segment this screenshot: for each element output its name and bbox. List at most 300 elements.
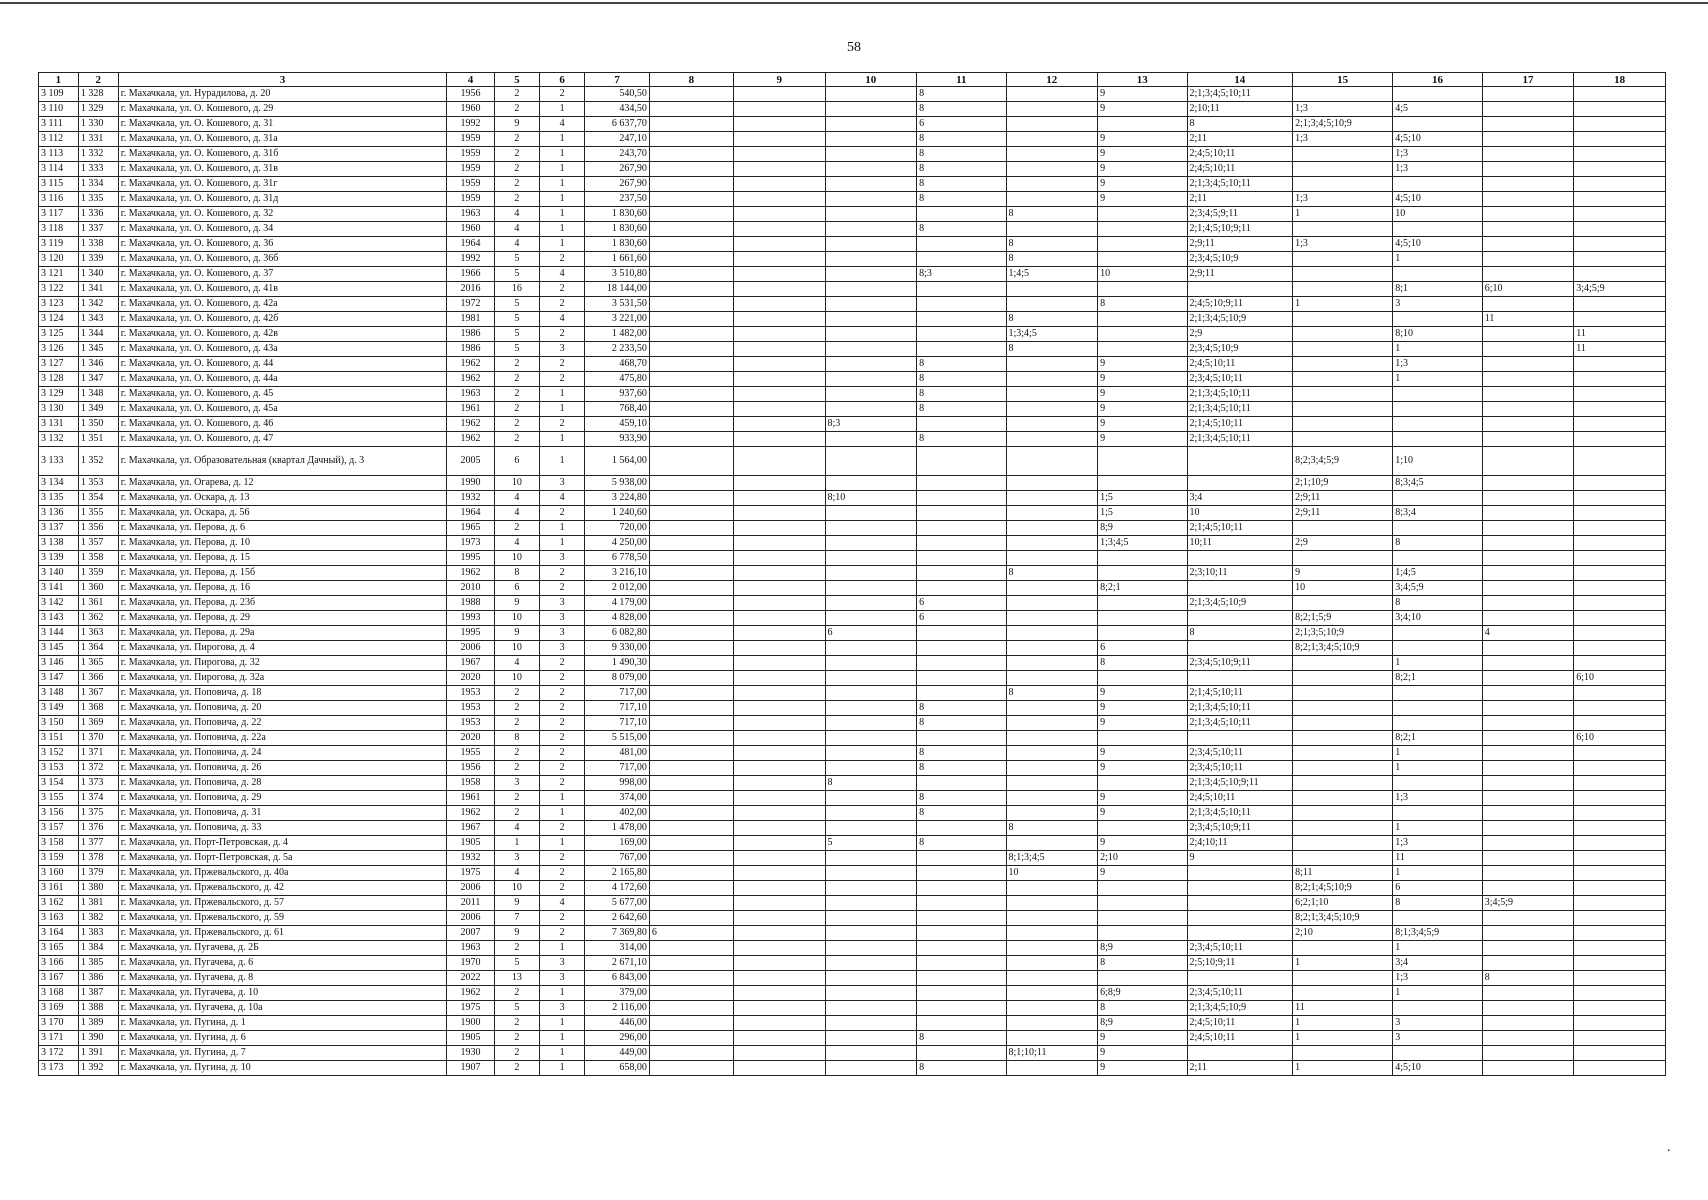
table-row: [39, 387, 1666, 402]
floors-cell: 4: [494, 536, 539, 551]
object-number: 1 352: [78, 447, 118, 476]
work-code-cell-col-14: 2;10;11: [1187, 102, 1293, 117]
work-code-cell-col-11: [917, 536, 1006, 551]
record-number: 3 142: [39, 596, 79, 611]
area-cell: 247,10: [585, 132, 650, 147]
work-code-cell-col-10: [825, 252, 917, 267]
work-code-cell-col-13: 1;5: [1098, 491, 1187, 506]
work-code-cell-col-17: [1482, 177, 1574, 192]
object-number: 1 372: [78, 761, 118, 776]
work-code-cell-col-16: 8;1;3;4;5;9: [1393, 926, 1482, 941]
year-built-cell: 1900: [447, 1016, 494, 1031]
table-row: [39, 402, 1666, 417]
column-header-13: 13: [1098, 73, 1187, 87]
work-code-cell-col-14: 2;3;4;5;10;11: [1187, 746, 1293, 761]
year-built-cell: 1986: [447, 327, 494, 342]
work-code-cell-col-15: 6;2;1;10: [1293, 896, 1393, 911]
floors-cell: 4: [494, 491, 539, 506]
work-code-cell-col-18: [1574, 357, 1666, 372]
work-code-cell-col-17: [1482, 132, 1574, 147]
work-code-cell-col-9: [733, 791, 825, 806]
work-code-cell-col-12: 1;4;5: [1006, 267, 1098, 282]
work-code-cell-col-8: [649, 237, 733, 252]
work-code-cell-col-14: 2;1;4;5;10;11: [1187, 417, 1293, 432]
work-code-cell-col-14: 2;3;4;5;9;11: [1187, 207, 1293, 222]
area-cell: 3 224,80: [585, 491, 650, 506]
table-row: [39, 447, 1666, 476]
work-code-cell-col-18: [1574, 147, 1666, 162]
work-code-cell-col-9: [733, 476, 825, 491]
floors-cell: 13: [494, 971, 539, 986]
work-code-cell-col-14: 2;1;3;4;5;10;9: [1187, 312, 1293, 327]
floors-cell: 5: [494, 327, 539, 342]
year-built-cell: 1975: [447, 866, 494, 881]
work-code-cell-col-18: [1574, 806, 1666, 821]
entrances-cell: 2: [540, 776, 585, 791]
object-number: 1 337: [78, 222, 118, 237]
work-code-cell-col-9: [733, 357, 825, 372]
work-code-cell-col-14: 2;1;3;4;5;10;11: [1187, 806, 1293, 821]
year-built-cell: 1962: [447, 372, 494, 387]
record-number: 3 140: [39, 566, 79, 581]
work-code-cell-col-18: [1574, 521, 1666, 536]
work-code-cell-col-10: [825, 267, 917, 282]
work-code-cell-col-11: 8: [917, 402, 1006, 417]
work-code-cell-col-9: [733, 252, 825, 267]
floors-cell: 10: [494, 551, 539, 566]
work-code-cell-col-12: [1006, 357, 1098, 372]
record-number: 3 132: [39, 432, 79, 447]
housing-registry-table: [38, 72, 1666, 1076]
floors-cell: 5: [494, 342, 539, 357]
work-code-cell-col-12: [1006, 971, 1098, 986]
work-code-cell-col-15: [1293, 162, 1393, 177]
work-code-cell-col-17: [1482, 851, 1574, 866]
entrances-cell: 1: [540, 387, 585, 402]
entrances-cell: 1: [540, 806, 585, 821]
work-code-cell-col-13: [1098, 447, 1187, 476]
work-code-cell-col-16: 3: [1393, 1031, 1482, 1046]
work-code-cell-col-15: 9: [1293, 566, 1393, 581]
work-code-cell-col-10: [825, 521, 917, 536]
column-header-1: 1: [39, 73, 79, 87]
work-code-cell-col-17: [1482, 222, 1574, 237]
work-code-cell-col-8: [649, 821, 733, 836]
record-number: 3 134: [39, 476, 79, 491]
object-number: 1 371: [78, 746, 118, 761]
entrances-cell: 1: [540, 162, 585, 177]
year-built-cell: 1963: [447, 941, 494, 956]
object-number: 1 386: [78, 971, 118, 986]
year-built-cell: 1962: [447, 566, 494, 581]
work-code-cell-col-10: [825, 656, 917, 671]
work-code-cell-col-13: [1098, 896, 1187, 911]
work-code-cell-col-10: [825, 536, 917, 551]
work-code-cell-col-11: [917, 252, 1006, 267]
table-row: [39, 581, 1666, 596]
address-cell: г. Махачкала, ул. Порт-Петровская, д. 5а: [118, 851, 447, 866]
entrances-cell: 3: [540, 971, 585, 986]
work-code-cell-col-11: [917, 1046, 1006, 1061]
address-cell: г. Махачкала, ул. Поповича, д. 22: [118, 716, 447, 731]
table-row: [39, 87, 1666, 102]
work-code-cell-col-10: [825, 117, 917, 132]
work-code-cell-col-11: [917, 866, 1006, 881]
work-code-cell-col-14: 2;1;3;4;5;10;11: [1187, 716, 1293, 731]
area-cell: 374,00: [585, 791, 650, 806]
record-number: 3 116: [39, 192, 79, 207]
work-code-cell-col-16: [1393, 806, 1482, 821]
work-code-cell-col-10: [825, 1001, 917, 1016]
floors-cell: 7: [494, 911, 539, 926]
entrances-cell: 2: [540, 746, 585, 761]
work-code-cell-col-9: [733, 551, 825, 566]
work-code-cell-col-15: [1293, 701, 1393, 716]
table-row: [39, 192, 1666, 207]
work-code-cell-col-10: [825, 671, 917, 686]
work-code-cell-col-10: [825, 821, 917, 836]
work-code-cell-col-14: 9: [1187, 851, 1293, 866]
work-code-cell-col-9: [733, 626, 825, 641]
floors-cell: 3: [494, 776, 539, 791]
work-code-cell-col-12: [1006, 1001, 1098, 1016]
work-code-cell-col-15: [1293, 267, 1393, 282]
work-code-cell-col-14: [1187, 671, 1293, 686]
work-code-cell-col-17: [1482, 926, 1574, 941]
table-row: [39, 417, 1666, 432]
work-code-cell-col-13: 9: [1098, 192, 1187, 207]
work-code-cell-col-15: [1293, 746, 1393, 761]
work-code-cell-col-9: [733, 941, 825, 956]
table-row: [39, 267, 1666, 282]
work-code-cell-col-15: 11: [1293, 1001, 1393, 1016]
work-code-cell-col-17: [1482, 117, 1574, 132]
table-row: [39, 821, 1666, 836]
column-header-9: 9: [733, 73, 825, 87]
work-code-cell-col-11: [917, 521, 1006, 536]
floors-cell: 6: [494, 447, 539, 476]
area-cell: 1 564,00: [585, 447, 650, 476]
record-number: 3 151: [39, 731, 79, 746]
work-code-cell-col-16: 4;5;10: [1393, 237, 1482, 252]
work-code-cell-col-17: [1482, 432, 1574, 447]
work-code-cell-col-9: [733, 267, 825, 282]
entrances-cell: 1: [540, 432, 585, 447]
work-code-cell-col-18: [1574, 956, 1666, 971]
work-code-cell-col-11: [917, 282, 1006, 297]
floors-cell: 8: [494, 731, 539, 746]
object-number: 1 380: [78, 881, 118, 896]
year-built-cell: 1963: [447, 207, 494, 222]
address-cell: г. Махачкала, ул. Поповича, д. 18: [118, 686, 447, 701]
work-code-cell-col-16: 8: [1393, 536, 1482, 551]
area-cell: 475,80: [585, 372, 650, 387]
work-code-cell-col-10: 6: [825, 626, 917, 641]
work-code-cell-col-9: [733, 911, 825, 926]
object-number: 1 331: [78, 132, 118, 147]
address-cell: г. Махачкала, ул. Пугачева, д. 6: [118, 956, 447, 971]
work-code-cell-col-11: 8: [917, 132, 1006, 147]
work-code-cell-col-18: [1574, 881, 1666, 896]
year-built-cell: 1962: [447, 806, 494, 821]
work-code-cell-col-10: [825, 941, 917, 956]
work-code-cell-col-15: [1293, 312, 1393, 327]
work-code-cell-col-10: [825, 447, 917, 476]
work-code-cell-col-12: [1006, 536, 1098, 551]
year-built-cell: 1932: [447, 491, 494, 506]
work-code-cell-col-11: [917, 476, 1006, 491]
object-number: 1 330: [78, 117, 118, 132]
work-code-cell-col-15: [1293, 357, 1393, 372]
work-code-cell-col-18: [1574, 506, 1666, 521]
work-code-cell-col-14: 2;3;4;5;10;11: [1187, 372, 1293, 387]
work-code-cell-col-18: [1574, 432, 1666, 447]
work-code-cell-col-10: [825, 986, 917, 1001]
work-code-cell-col-12: 8: [1006, 252, 1098, 267]
entrances-cell: 2: [540, 821, 585, 836]
work-code-cell-col-13: [1098, 282, 1187, 297]
area-cell: 481,00: [585, 746, 650, 761]
work-code-cell-col-10: [825, 372, 917, 387]
record-number: 3 143: [39, 611, 79, 626]
record-number: 3 144: [39, 626, 79, 641]
year-built-cell: 1965: [447, 521, 494, 536]
address-cell: г. Махачкала, ул. Пржевальского, д. 57: [118, 896, 447, 911]
column-header-3: 3: [118, 73, 447, 87]
work-code-cell-col-11: [917, 491, 1006, 506]
entrances-cell: 1: [540, 177, 585, 192]
work-code-cell-col-8: [649, 102, 733, 117]
work-code-cell-col-13: [1098, 566, 1187, 581]
work-code-cell-col-16: [1393, 626, 1482, 641]
object-number: 1 347: [78, 372, 118, 387]
floors-cell: 4: [494, 222, 539, 237]
work-code-cell-col-13: 9: [1098, 162, 1187, 177]
work-code-cell-col-15: 1;3: [1293, 102, 1393, 117]
entrances-cell: 2: [540, 252, 585, 267]
object-number: 1 343: [78, 312, 118, 327]
object-number: 1 391: [78, 1046, 118, 1061]
table-row: [39, 881, 1666, 896]
work-code-cell-col-16: 4;5;10: [1393, 192, 1482, 207]
work-code-cell-col-15: 1: [1293, 1031, 1393, 1046]
work-code-cell-col-16: [1393, 432, 1482, 447]
object-number: 1 336: [78, 207, 118, 222]
work-code-cell-col-12: [1006, 986, 1098, 1001]
work-code-cell-col-18: [1574, 641, 1666, 656]
record-number: 3 171: [39, 1031, 79, 1046]
work-code-cell-col-17: [1482, 536, 1574, 551]
work-code-cell-col-10: 8;10: [825, 491, 917, 506]
work-code-cell-col-9: [733, 237, 825, 252]
address-cell: г. Махачкала, ул. О. Кошевого, д. 31в: [118, 162, 447, 177]
work-code-cell-col-18: [1574, 387, 1666, 402]
area-cell: 658,00: [585, 1061, 650, 1076]
work-code-cell-col-16: 10: [1393, 207, 1482, 222]
work-code-cell-col-13: 1;3;4;5: [1098, 536, 1187, 551]
object-number: 1 350: [78, 417, 118, 432]
work-code-cell-col-15: [1293, 776, 1393, 791]
table-row: [39, 941, 1666, 956]
work-code-cell-col-14: 2;3;10;11: [1187, 566, 1293, 581]
work-code-cell-col-12: [1006, 596, 1098, 611]
work-code-cell-col-12: [1006, 836, 1098, 851]
work-code-cell-col-16: 3;4: [1393, 956, 1482, 971]
floors-cell: 5: [494, 1001, 539, 1016]
work-code-cell-col-9: [733, 117, 825, 132]
column-header-6: 6: [540, 73, 585, 87]
work-code-cell-col-10: [825, 866, 917, 881]
work-code-cell-col-18: [1574, 926, 1666, 941]
entrances-cell: 1: [540, 447, 585, 476]
work-code-cell-col-16: [1393, 177, 1482, 192]
floors-cell: 8: [494, 566, 539, 581]
work-code-cell-col-18: [1574, 566, 1666, 581]
record-number: 3 139: [39, 551, 79, 566]
work-code-cell-col-16: 1;3: [1393, 147, 1482, 162]
table-row: [39, 911, 1666, 926]
record-number: 3 163: [39, 911, 79, 926]
table-row: [39, 222, 1666, 237]
area-cell: 237,50: [585, 192, 650, 207]
work-code-cell-col-14: 2;1;4;5;10;11: [1187, 521, 1293, 536]
object-number: 1 348: [78, 387, 118, 402]
address-cell: г. Махачкала, ул. Образовательная (квартал Дачный), д. 3: [118, 447, 447, 476]
work-code-cell-col-18: [1574, 581, 1666, 596]
work-code-cell-col-15: 2;9;11: [1293, 506, 1393, 521]
floors-cell: 9: [494, 626, 539, 641]
record-number: 3 172: [39, 1046, 79, 1061]
record-number: 3 161: [39, 881, 79, 896]
object-number: 1 345: [78, 342, 118, 357]
work-code-cell-col-18: [1574, 102, 1666, 117]
table-row: [39, 686, 1666, 701]
work-code-cell-col-16: 1: [1393, 252, 1482, 267]
work-code-cell-col-15: [1293, 521, 1393, 536]
work-code-cell-col-18: [1574, 417, 1666, 432]
work-code-cell-col-18: [1574, 941, 1666, 956]
area-cell: 937,60: [585, 387, 650, 402]
floors-cell: 2: [494, 791, 539, 806]
work-code-cell-col-8: [649, 881, 733, 896]
work-code-cell-col-12: 8: [1006, 686, 1098, 701]
work-code-cell-col-15: 10: [1293, 581, 1393, 596]
year-built-cell: 1960: [447, 102, 494, 117]
work-code-cell-col-12: [1006, 372, 1098, 387]
year-built-cell: 1988: [447, 596, 494, 611]
area-cell: 6 082,80: [585, 626, 650, 641]
work-code-cell-col-9: [733, 312, 825, 327]
address-cell: г. Махачкала, ул. Перова, д. 23б: [118, 596, 447, 611]
work-code-cell-col-16: [1393, 716, 1482, 731]
work-code-cell-col-11: [917, 626, 1006, 641]
work-code-cell-col-14: 2;9;11: [1187, 237, 1293, 252]
work-code-cell-col-17: [1482, 476, 1574, 491]
work-code-cell-col-8: [649, 207, 733, 222]
work-code-cell-col-16: [1393, 686, 1482, 701]
work-code-cell-col-16: 1: [1393, 986, 1482, 1001]
work-code-cell-col-9: [733, 611, 825, 626]
record-number: 3 149: [39, 701, 79, 716]
work-code-cell-col-12: 8;1;3;4;5: [1006, 851, 1098, 866]
work-code-cell-col-11: 8: [917, 357, 1006, 372]
object-number: 1 383: [78, 926, 118, 941]
work-code-cell-col-17: [1482, 1031, 1574, 1046]
object-number: 1 388: [78, 1001, 118, 1016]
record-number: 3 124: [39, 312, 79, 327]
record-number: 3 167: [39, 971, 79, 986]
work-code-cell-col-12: [1006, 671, 1098, 686]
floors-cell: 2: [494, 132, 539, 147]
work-code-cell-col-10: [825, 956, 917, 971]
entrances-cell: 3: [540, 476, 585, 491]
floors-cell: 6: [494, 581, 539, 596]
table-row: [39, 207, 1666, 222]
work-code-cell-col-10: [825, 611, 917, 626]
work-code-cell-col-11: [917, 956, 1006, 971]
record-number: 3 146: [39, 656, 79, 671]
work-code-cell-col-12: [1006, 506, 1098, 521]
work-code-cell-col-16: 1: [1393, 342, 1482, 357]
address-cell: г. Махачкала, ул. Поповича, д. 28: [118, 776, 447, 791]
address-cell: г. Махачкала, ул. Пугина, д. 7: [118, 1046, 447, 1061]
floors-cell: 5: [494, 252, 539, 267]
work-code-cell-col-15: [1293, 402, 1393, 417]
work-code-cell-col-8: [649, 1061, 733, 1076]
work-code-cell-col-12: 8;1;10;11: [1006, 1046, 1098, 1061]
work-code-cell-col-10: [825, 297, 917, 312]
work-code-cell-col-16: 1;3: [1393, 357, 1482, 372]
record-number: 3 156: [39, 806, 79, 821]
record-number: 3 122: [39, 282, 79, 297]
year-built-cell: 2016: [447, 282, 494, 297]
area-cell: 1 482,00: [585, 327, 650, 342]
work-code-cell-col-17: [1482, 776, 1574, 791]
work-code-cell-col-9: [733, 566, 825, 581]
year-built-cell: 1962: [447, 432, 494, 447]
work-code-cell-col-17: [1482, 581, 1574, 596]
year-built-cell: 1961: [447, 402, 494, 417]
column-header-8: 8: [649, 73, 733, 87]
entrances-cell: 1: [540, 1061, 585, 1076]
work-code-cell-col-17: [1482, 761, 1574, 776]
work-code-cell-col-13: [1098, 252, 1187, 267]
record-number: 3 128: [39, 372, 79, 387]
work-code-cell-col-8: [649, 596, 733, 611]
floors-cell: 2: [494, 761, 539, 776]
work-code-cell-col-8: [649, 312, 733, 327]
work-code-cell-col-14: 2;3;4;5;10;9: [1187, 252, 1293, 267]
area-cell: 6 778,50: [585, 551, 650, 566]
floors-cell: 4: [494, 821, 539, 836]
entrances-cell: 3: [540, 342, 585, 357]
work-code-cell-col-13: 9: [1098, 1031, 1187, 1046]
record-number: 3 164: [39, 926, 79, 941]
entrances-cell: 1: [540, 941, 585, 956]
record-number: 3 137: [39, 521, 79, 536]
floors-cell: 2: [494, 102, 539, 117]
work-code-cell-col-9: [733, 581, 825, 596]
work-code-cell-col-10: [825, 686, 917, 701]
work-code-cell-col-10: [825, 791, 917, 806]
work-code-cell-col-8: [649, 267, 733, 282]
area-cell: 4 250,00: [585, 536, 650, 551]
work-code-cell-col-14: 2;4;5;10;11: [1187, 1031, 1293, 1046]
object-number: 1 355: [78, 506, 118, 521]
address-cell: г. Махачкала, ул. О. Кошевого, д. 47: [118, 432, 447, 447]
year-built-cell: 1964: [447, 506, 494, 521]
object-number: 1 373: [78, 776, 118, 791]
